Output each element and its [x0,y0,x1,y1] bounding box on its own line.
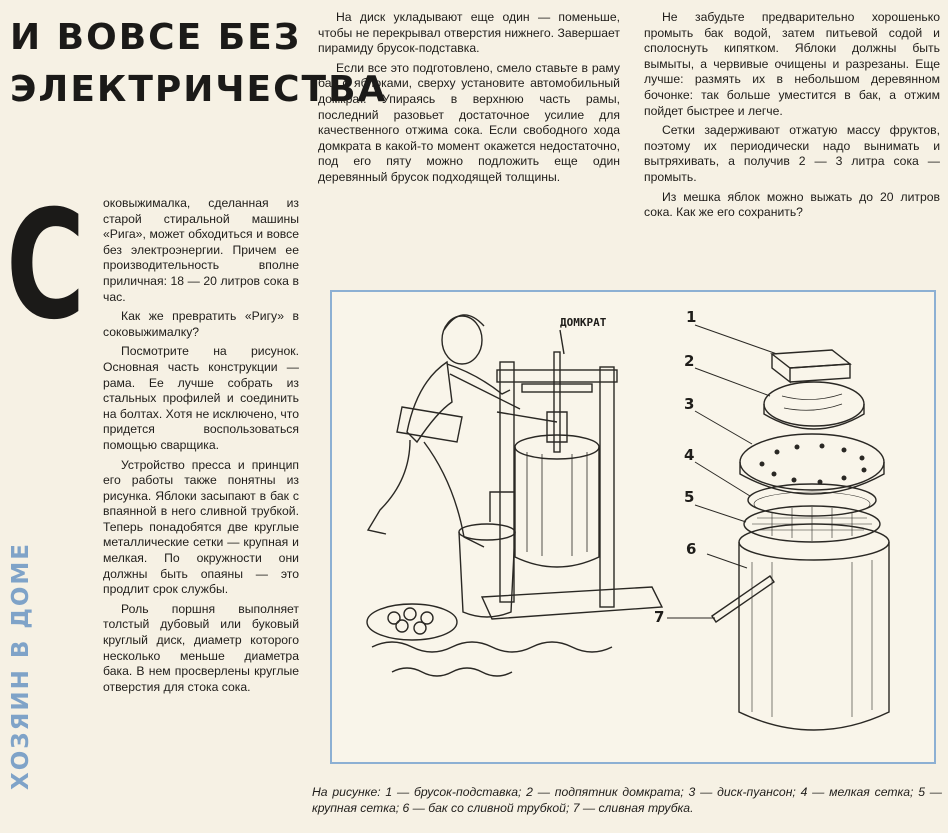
paragraph: Устройство пресса и принцип его работы также понятны из рисунка. Яблоки засыпают в бак с впаянной в него сливной трубкой. Теперь понадобятся две круглые металлические сетки — крупная и мелкая. По окружности они должны быть опаяны — это продлит срок службы. [103,457,299,597]
person-leg-back [368,440,410,534]
press-drawing [332,292,934,762]
tank6-wall [739,542,889,730]
jack-label: ДОМКРАТ [560,316,607,329]
tank-ribs [527,452,587,556]
apple [396,620,408,632]
paragraph: На диск укладывают еще один — поменьше, чтобы не перекрывал отверстия нижнего. Завершает пирамиду брусок-подставка. [318,10,620,56]
part-number-1: 1 [686,308,697,326]
person-torso [407,362,452,442]
press-illustration [330,290,936,764]
part-1-block [772,350,850,382]
frame-base [482,587,662,619]
part-3-press-disk [740,434,884,494]
paragraph: оковыжималка, сделанная из старой стиральной машины «Рига», может обходиться и вовсе без электроэнергии. Причем ее производительность вполне приличная: 18 — 20 литров сока в час. [103,196,299,304]
part-number-7: 7 [654,608,665,626]
frame-cross-beam [522,384,592,392]
bucket-top [459,524,515,540]
article-column-1 [103,196,299,699]
part-number-2: 2 [684,352,695,370]
press-tank [490,435,599,567]
person-figure [368,315,520,547]
tank-top [515,435,599,459]
tank6-hatching [752,560,872,717]
person-hair [444,315,484,330]
paragraph: Из мешка яблок можно выжать до 20 литров сока. Как же его сохранить? [644,189,940,220]
apple [404,608,416,620]
part-2-jack-pad [764,382,864,429]
part-7-drain-tube [712,576,774,622]
part-number-5: 5 [684,488,695,506]
paragraph: Если все это подготовлено, смело ставьте в раму бак с яблоками, сверху установите автомобильный домкрат. Упираясь в верхнюю часть рамы, последний разовьет достаточное усилие для качественного отжима сока. Если свободного хода домкрата в какой-то момент окажется недостаточно, под его пяту можно подложить еще один деревянный брусок подходящей толщины. [318,60,620,184]
block-sides [772,354,850,382]
drop-cap: С [6,179,86,353]
jack-label-leader [560,330,564,354]
bucket-wall [459,532,515,617]
section-tag [8,530,38,790]
jack-rod [554,352,560,452]
part-number-4: 4 [684,446,695,464]
frame-post-right [600,367,614,607]
tank-wall [515,447,599,567]
person-arm-lower [450,374,520,409]
part-number-6: 6 [686,540,697,558]
apple [414,622,426,634]
basket-rim [367,604,457,640]
section-tag-label: ХОЗЯИН В ДОМЕ [8,541,34,790]
pad-grain [782,394,842,410]
paragraph: Роль поршня выполняет толстый дубовый или буковый круглый диск, диаметр которого несколько меньше диаметра бака. В нем просверлены круглые отверстия для стока сока. [103,601,299,694]
headline-line-2: ЭЛЕКТРИЧЕСТВА [10,69,388,110]
paragraph: Как же превратить «Ригу» в соковыжималку? [103,309,299,339]
paragraph: Сетки задерживают отжатую массу фруктов, поэтому их периодически надо вынимать и вытряхивать, а получив 2 — 3 литра сока — промыть. [644,123,940,184]
ground-line [372,642,612,652]
paragraph: Посмотрите на рисунок. Основная часть конструкции — рама. Ее лучше собрать из стальных профилей и соединить на болтах. Хотя не исключено, что придется воспользоваться помощью сварщика. [103,344,299,452]
tank-spout [490,492,515,522]
pad-edge [764,404,864,429]
part-6-tank [739,524,889,730]
apple-basket [367,604,457,640]
article-column-2 [318,10,620,190]
frame-post-left [500,362,514,602]
jack-body [547,412,567,442]
grass-line [392,668,512,676]
jack-handle [497,412,557,422]
paragraph: Не забудьте предварительно хорошенько промыть бак водой, затем питьевой содой и сполоснуть кипятком. Яблоки должны быть вымыты, а червивые очищены и разрезаны. Еще лучше: размять их в небольшом деревянном бочонке: так больше уместится в бак, а отжим пойдет быстрее и легче. [644,10,940,118]
juice-bucket [459,524,515,617]
disk-holes [760,444,867,485]
headline-line-1: И ВОВСЕ БЕЗ [10,17,302,58]
person-leg-front [424,442,484,547]
article-headline [10,12,388,116]
disk-edge [740,462,884,494]
pad-top [764,382,864,426]
part-number-3: 3 [684,395,695,413]
person-head [442,316,482,364]
article-column-3 [644,10,940,225]
drain-tube [712,576,774,622]
frame-top-beam [497,370,617,382]
figure-caption: На рисунке: 1 — брусок-подставка; 2 — подпятник домкрата; 3 — диск-пуансон; 4 — мелкая сетка; 5 — крупная сетка; 6 — бак со сливной трубкой; 7 — сливная трубка. [312,785,942,815]
